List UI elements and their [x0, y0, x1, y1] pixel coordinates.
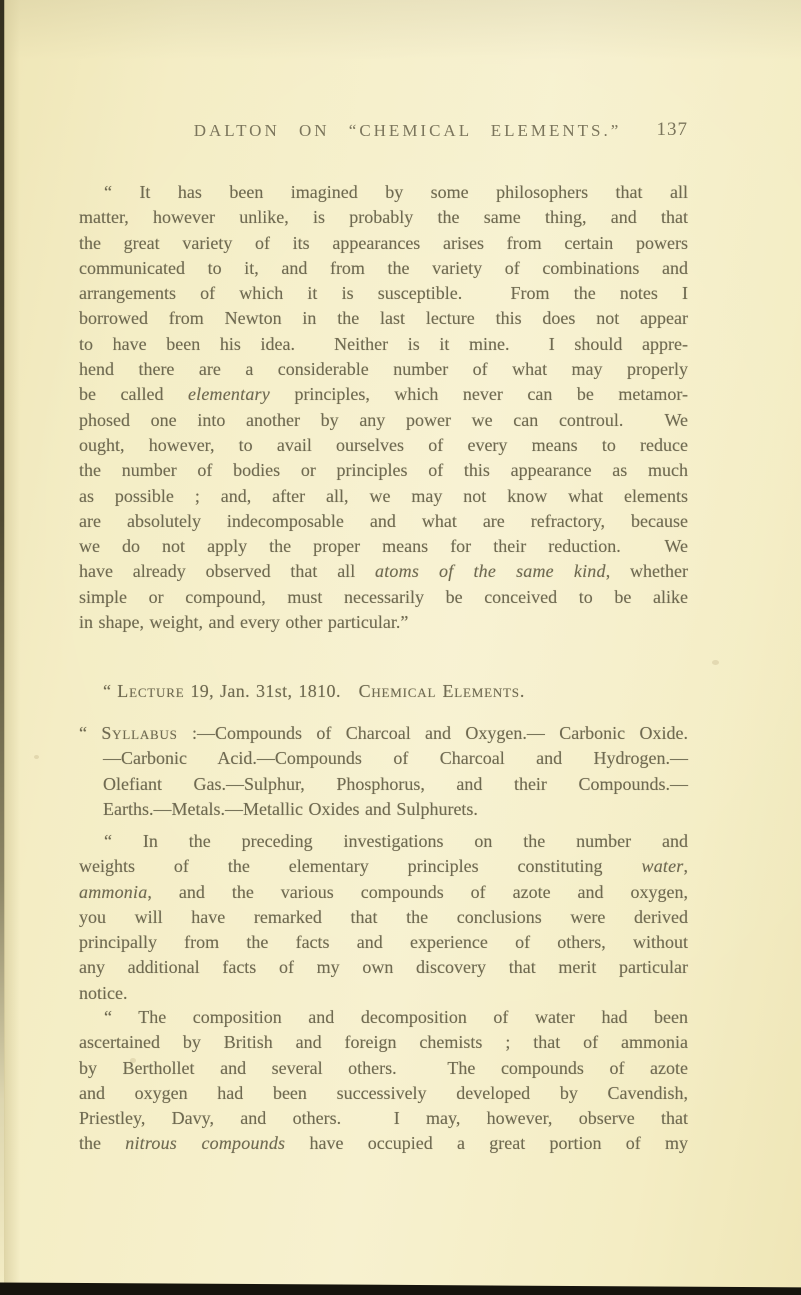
text-line: weights of the elementary principles constituting water,: [79, 856, 688, 877]
text-line: Priestley, Davy, and others. I may, however, observe that: [79, 1108, 688, 1129]
text-line: “ The composition and decomposition of water had been: [104, 1007, 688, 1027]
text-line: matter, however unlike, is probably the same thing, and that: [79, 207, 688, 228]
running-header-title: DALTON ON “CHEMICAL ELEMENTS.”: [193, 121, 622, 140]
text-line: simple or compound, must necessarily be conceived to be alike: [79, 586, 688, 607]
paragraph-syllabus: [79, 721, 688, 822]
paragraph-p4: [79, 1005, 688, 1157]
text-line: you will have remarked that the conclusions were derived: [79, 906, 688, 927]
text-column: [79, 0, 688, 1295]
text-line: are absolutely indecomposable and what are refractory, because: [79, 510, 688, 531]
page-edge-strip: [4, 0, 20, 1295]
text-line: have already observed that all atoms of the same kind, whether: [79, 561, 688, 582]
text-line: notice.: [79, 982, 128, 1003]
text-line: any additional facts of my own discovery that merit particular: [79, 957, 688, 978]
text-line: phosed one into another by any power we can controul. We: [79, 409, 688, 430]
running-header: [79, 121, 688, 145]
text-line: hend there are a considerable number of what may properly: [79, 359, 688, 380]
text-line: ought, however, to avail ourselves of every means to reduce: [79, 434, 688, 455]
text-line: principally from the facts and experience of others, without: [79, 932, 688, 953]
text-line: the great variety of its appearances arises from certain powers: [79, 232, 688, 253]
text-line: arrangements of which it is susceptible. From the notes I: [79, 283, 688, 304]
text-line: be called elementary principles, which never can be metamor-: [79, 384, 688, 405]
text-line: the number of bodies or principles of this appearance as much: [79, 460, 688, 481]
paragraph-p3: [79, 829, 688, 1006]
foxing-speck: [712, 660, 719, 665]
text-line: “ Lecture 19, Jan. 31st, 1810. Chemical Elements.: [103, 681, 526, 701]
text-line: in shape, weight, and every other particular.”: [79, 612, 409, 633]
text-line: and oxygen had been successively developed by Cavendish,: [79, 1082, 688, 1103]
text-line: “ It has been imagined by some philosophers that all: [104, 182, 688, 202]
text-line: ascertained by British and foreign chemists ; that of ammonia: [79, 1032, 688, 1053]
text-line: as possible ; and, after all, we may not know what elements: [79, 485, 688, 506]
text-line: “ Syllabus :—Compounds of Charcoal and Oxygen.— Carbonic Oxide.: [79, 723, 689, 743]
text-line: Olefiant Gas.—Sulphur, Phosphorus, and their Compounds.—: [103, 773, 688, 794]
text-line: communicated to it, and from the variety of combinations and: [79, 257, 688, 278]
text-line: by Berthollet and several others. The compounds of azote: [79, 1057, 688, 1078]
foxing-speck: [34, 755, 39, 759]
text-line: borrowed from Newton in the last lecture this does not appear: [79, 308, 688, 329]
text-line: ammonia, and the various compounds of azote and oxygen,: [79, 881, 688, 902]
page-number: 137: [656, 119, 688, 140]
paragraph-lecture: [79, 679, 688, 704]
text-line: —Carbonic Acid.—Compounds of Charcoal and Hydrogen.—: [103, 748, 688, 769]
text-line: we do not apply the proper means for their reduction. We: [79, 536, 688, 557]
text-line: Earths.—Metals.—Metallic Oxides and Sulphurets.: [103, 798, 478, 819]
paragraph-p1: [79, 180, 688, 635]
text-line: “ In the preceding investigations on the number and: [104, 831, 688, 851]
text-line: to have been his idea. Neither is it mine. I should appre-: [79, 333, 688, 354]
text-line: the nitrous compounds have occupied a great portion of my: [79, 1133, 688, 1154]
